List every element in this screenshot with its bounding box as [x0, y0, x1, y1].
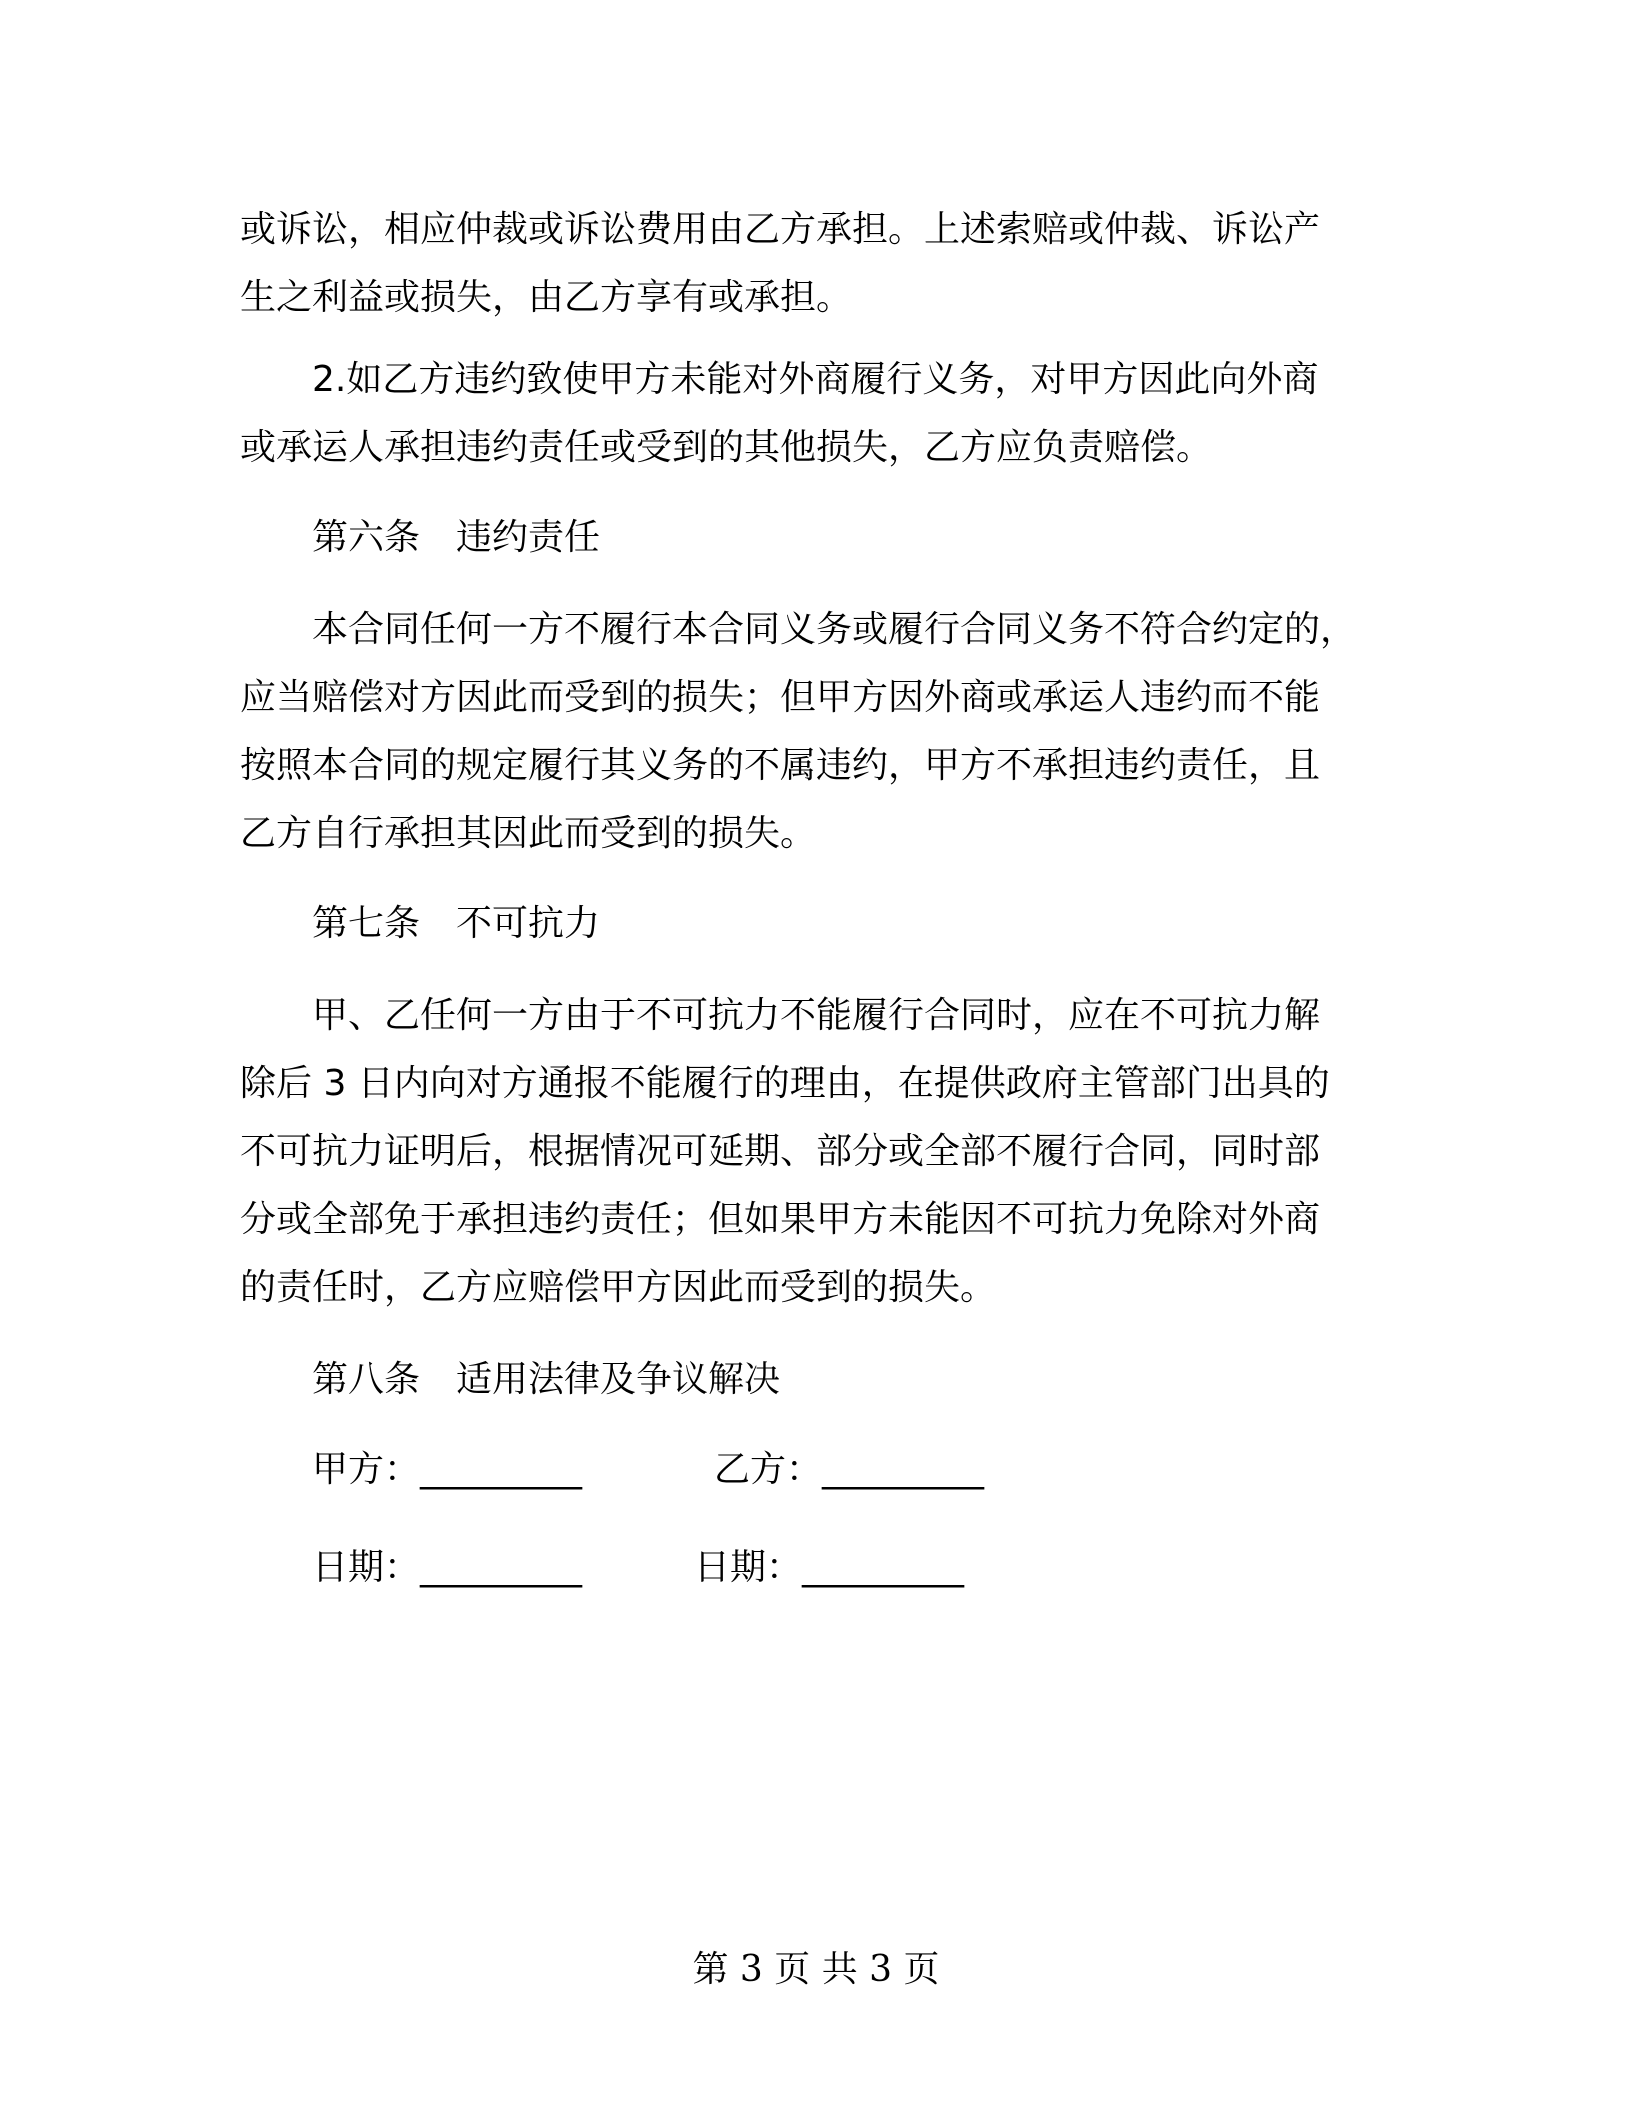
page-number: 第 3 页 共 3 页	[692, 1949, 940, 1990]
heading-line: 第六条 违约责任	[240, 517, 601, 558]
party-b-label: 乙方：_________	[714, 1449, 985, 1490]
date-a-label: 日期：_________	[312, 1547, 583, 1588]
text-line: 的责任时，乙方应赔偿甲方因此而受到的损失。	[240, 1267, 997, 1308]
text-line: 除后 3 日内向对方通报不能履行的理由，在提供政府主管部门出具的	[240, 1063, 1330, 1104]
party-a-label: 甲方：_________	[312, 1449, 583, 1490]
text-line: 或诉讼，相应仲裁或诉讼费用由乙方承担。上述索赔或仲裁、诉讼产	[240, 209, 1321, 250]
text-line: 或承运人承担违约责任或受到的其他损失，乙方应负责赔偿。	[240, 427, 1213, 468]
heading-line: 第七条 不可抗力	[240, 903, 601, 944]
article-6-body	[240, 596, 1400, 868]
text-line: 不可抗力证明后，根据情况可延期、部分或全部不履行合同，同时部	[240, 1131, 1321, 1172]
heading-line: 第八条 适用法律及争议解决	[240, 1359, 781, 1400]
article-8-heading	[240, 1346, 1400, 1414]
text-line: 应当赔偿对方因此而受到的损失；但甲方因外商或承运人违约而不能	[240, 677, 1321, 718]
text-line: 2.如乙方违约致使甲方未能对外商履行义务，对甲方因此向外商	[240, 359, 1319, 400]
article-7-heading	[240, 890, 1400, 958]
paragraph-clause-2	[240, 346, 1400, 482]
text-line: 按照本合同的规定履行其义务的不属违约，甲方不承担违约责任，且	[240, 745, 1321, 786]
article-7-body	[240, 982, 1400, 1322]
article-6-heading	[240, 504, 1400, 572]
paragraph-claims-cost	[240, 196, 1400, 332]
party-b-date	[694, 1538, 964, 1598]
text-line: 乙方自行承担其因此而受到的损失。	[240, 813, 817, 854]
party-a-date	[312, 1538, 582, 1598]
text-line: 分或全部免于承担违约责任；但如果甲方未能因不可抗力免除对外商	[240, 1199, 1321, 1240]
party-a-signature	[312, 1440, 582, 1500]
text-line: 本合同任何一方不履行本合同义务或履行合同义务不符合约定的，	[240, 609, 1357, 650]
page-number-footer	[0, 1940, 1632, 2000]
date-b-label: 日期：_________	[694, 1547, 965, 1588]
text-line: 甲、乙任何一方由于不可抗力不能履行合同时，应在不可抗力解	[240, 995, 1321, 1036]
text-line: 生之利益或损失，由乙方享有或承担。	[240, 277, 853, 318]
party-b-signature	[714, 1440, 984, 1500]
